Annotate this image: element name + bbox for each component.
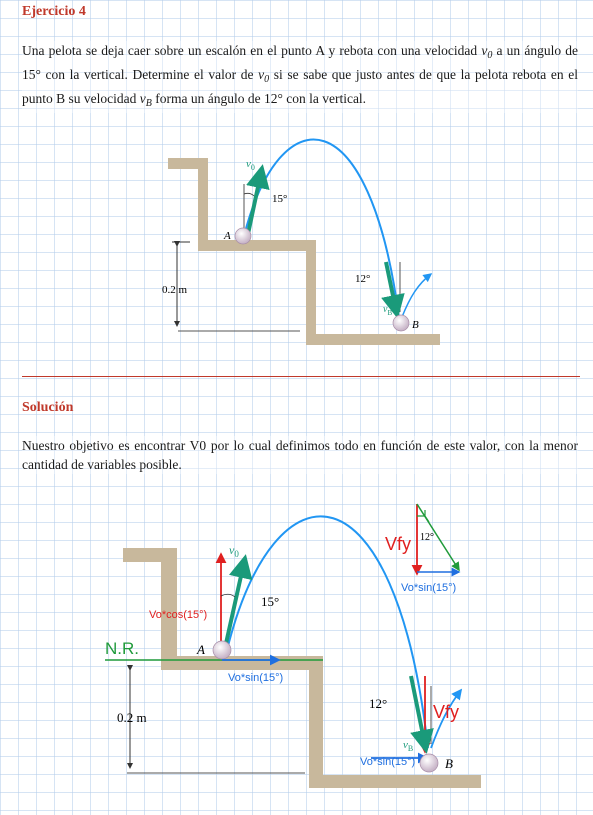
angle-b-label: 12° xyxy=(355,273,371,285)
v0-label: $v_0$ xyxy=(246,158,255,172)
nr-label: N.R. xyxy=(105,639,139,658)
vo-sin-label-a: Vo*sin(15°) xyxy=(228,672,284,684)
exercise-statement xyxy=(22,41,578,113)
solution-title: Solución xyxy=(22,400,74,415)
inset-vfy-label: Vfy xyxy=(385,534,412,554)
point-a-label-2: A xyxy=(197,642,205,657)
angle-b-label-2: 12° xyxy=(369,696,388,711)
statement-part-3: si se sabe que justo antes de que la pelota rebota en el punto B su velocidad xyxy=(22,67,578,106)
vo-sin-label-b: Vo*sin(15°) xyxy=(360,756,416,768)
statement-part-4: forma un ángulo de 12° con la vertical. xyxy=(151,91,367,106)
inset-right-angle xyxy=(417,510,429,522)
inset-angle-label: 12° xyxy=(420,532,434,543)
vB-symbol: v xyxy=(139,91,146,106)
v0-arrow xyxy=(248,168,262,234)
statement-part-2: a un ángulo de 15° con la vertical. Determine el valor de xyxy=(22,43,578,82)
point-b-label-2: B xyxy=(445,756,453,771)
ball-a-2 xyxy=(213,641,231,659)
solution-intro: Nuestro objetivo es encontrar V0 por lo cual definimos todo en función de este valor, con la menor cantidad de variables posible. xyxy=(22,438,578,472)
inset-vo-sin-label: Vo*sin(15°) xyxy=(401,582,457,594)
height-label: 0.2 m xyxy=(162,284,188,296)
statement-part-1: Una pelota se deja caer sobre un escalón en el punto A y rebota con una velocidad xyxy=(22,43,482,58)
vo-cos-label: Vo*cos(15°) xyxy=(149,609,208,621)
vB-label: $v_B$ xyxy=(383,304,393,317)
vB-label-2: $v_B$ xyxy=(403,739,414,753)
exercise-title: Ejercicio 4 xyxy=(22,4,86,19)
ball-b-2 xyxy=(420,754,438,772)
v0-subscript-2: 0 xyxy=(264,74,270,85)
ball-a xyxy=(235,228,251,244)
rebound-trajectory xyxy=(402,274,431,317)
height-label-2: 0.2 m xyxy=(117,710,147,725)
vB-subscript: B xyxy=(145,98,152,109)
angle-a-label-2: 15° xyxy=(261,594,280,609)
point-b-label: B xyxy=(412,319,419,331)
v0-symbol-2: v xyxy=(258,67,265,82)
angle-arc-a-2 xyxy=(221,594,235,597)
problem-figure xyxy=(150,112,445,352)
solution-figure xyxy=(95,492,495,792)
angle-a-label: 15° xyxy=(272,193,288,205)
vfy-label-b: Vfy xyxy=(433,702,460,722)
angle-arc-a xyxy=(244,193,254,196)
trajectory xyxy=(244,139,399,318)
v0-label-2: $v_0$ xyxy=(229,543,239,559)
v0-symbol: v xyxy=(481,43,488,58)
point-a-label: A xyxy=(224,230,231,242)
v0-subscript: 0 xyxy=(487,50,493,61)
section-divider xyxy=(22,376,580,377)
ball-b xyxy=(393,315,409,331)
